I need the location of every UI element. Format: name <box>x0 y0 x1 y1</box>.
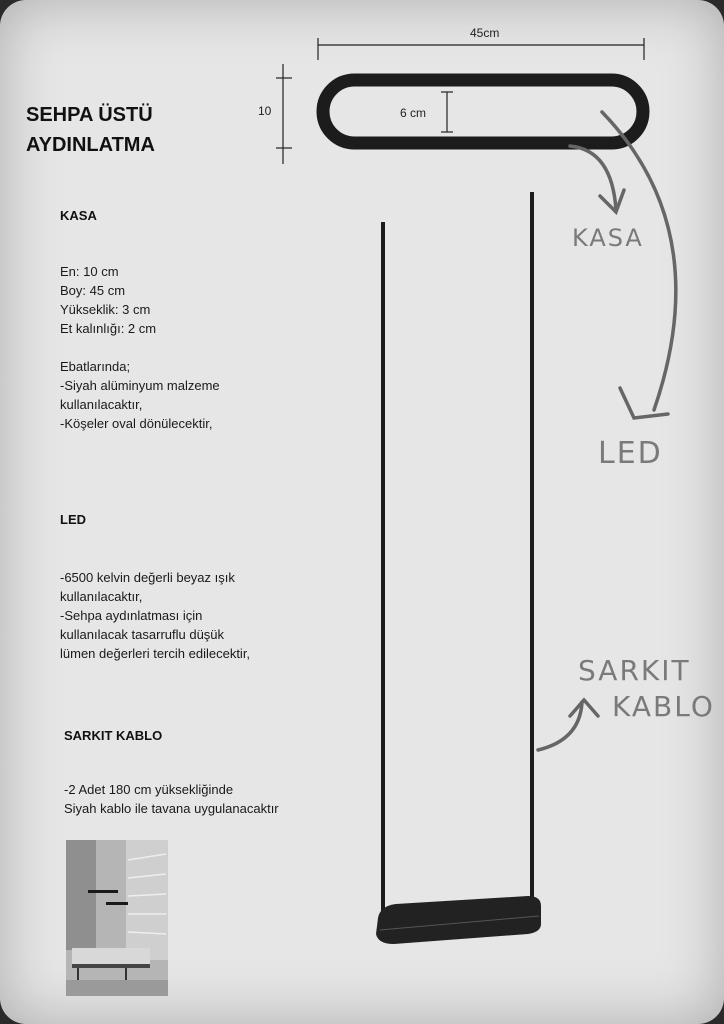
sarkit-note: Siyah kablo ile tavana uygulanacaktır <box>64 801 279 816</box>
led-note: kullanılacak tasarruflu düşük <box>60 627 225 642</box>
led-note: kullanılacaktır, <box>60 589 143 604</box>
inner-dimension-label: 6 cm <box>400 106 427 120</box>
fixture-side-view <box>376 896 541 944</box>
kasa-note: kullanılacaktır, <box>60 397 143 412</box>
kasa-spec-height: Yükseklik: 3 cm <box>60 302 151 317</box>
inner-dimension-line <box>441 92 453 132</box>
kablo-handwritten-label: KABLO <box>612 690 715 723</box>
width-dimension-label: 45cm <box>470 26 500 40</box>
led-arrow <box>602 112 676 410</box>
sarkit-note: -2 Adet 180 cm yüksekliğinde <box>64 782 234 797</box>
height-dimension-label: 10 <box>258 104 272 118</box>
title-line-2: AYDINLATMA <box>26 134 155 156</box>
led-note: -Sehpa aydınlatması için <box>60 608 203 623</box>
led-handwritten-label: LED <box>598 436 663 471</box>
kasa-spec-width: En: 10 cm <box>60 264 119 279</box>
kasa-note: -Siyah alüminyum malzeme <box>60 378 220 393</box>
height-dimension-line <box>276 64 292 164</box>
kasa-heading: KASA <box>60 208 97 223</box>
kasa-note: Ebatlarında; <box>60 359 131 374</box>
kasa-handwritten-label: KASA <box>572 224 644 252</box>
frame-top-view <box>323 80 643 143</box>
led-note: lümen değerleri tercih edilecektir, <box>60 646 251 661</box>
sarkit-handwritten-label: SARKIT <box>578 654 691 687</box>
kasa-note: -Köşeler oval dönülecektir, <box>60 416 213 431</box>
kasa-spec-thickness: Et kalınlığı: 2 cm <box>60 321 157 336</box>
width-dimension-line <box>318 38 644 60</box>
led-note: -6500 kelvin değerli beyaz ışık <box>60 570 235 585</box>
sarkit-heading: SARKIT KABLO <box>64 728 163 743</box>
led-heading: LED <box>60 512 86 527</box>
title-line-1: SEHPA ÜSTÜ <box>26 104 153 126</box>
kasa-arrow <box>570 146 616 210</box>
kasa-spec-length: Boy: 45 cm <box>60 283 126 298</box>
